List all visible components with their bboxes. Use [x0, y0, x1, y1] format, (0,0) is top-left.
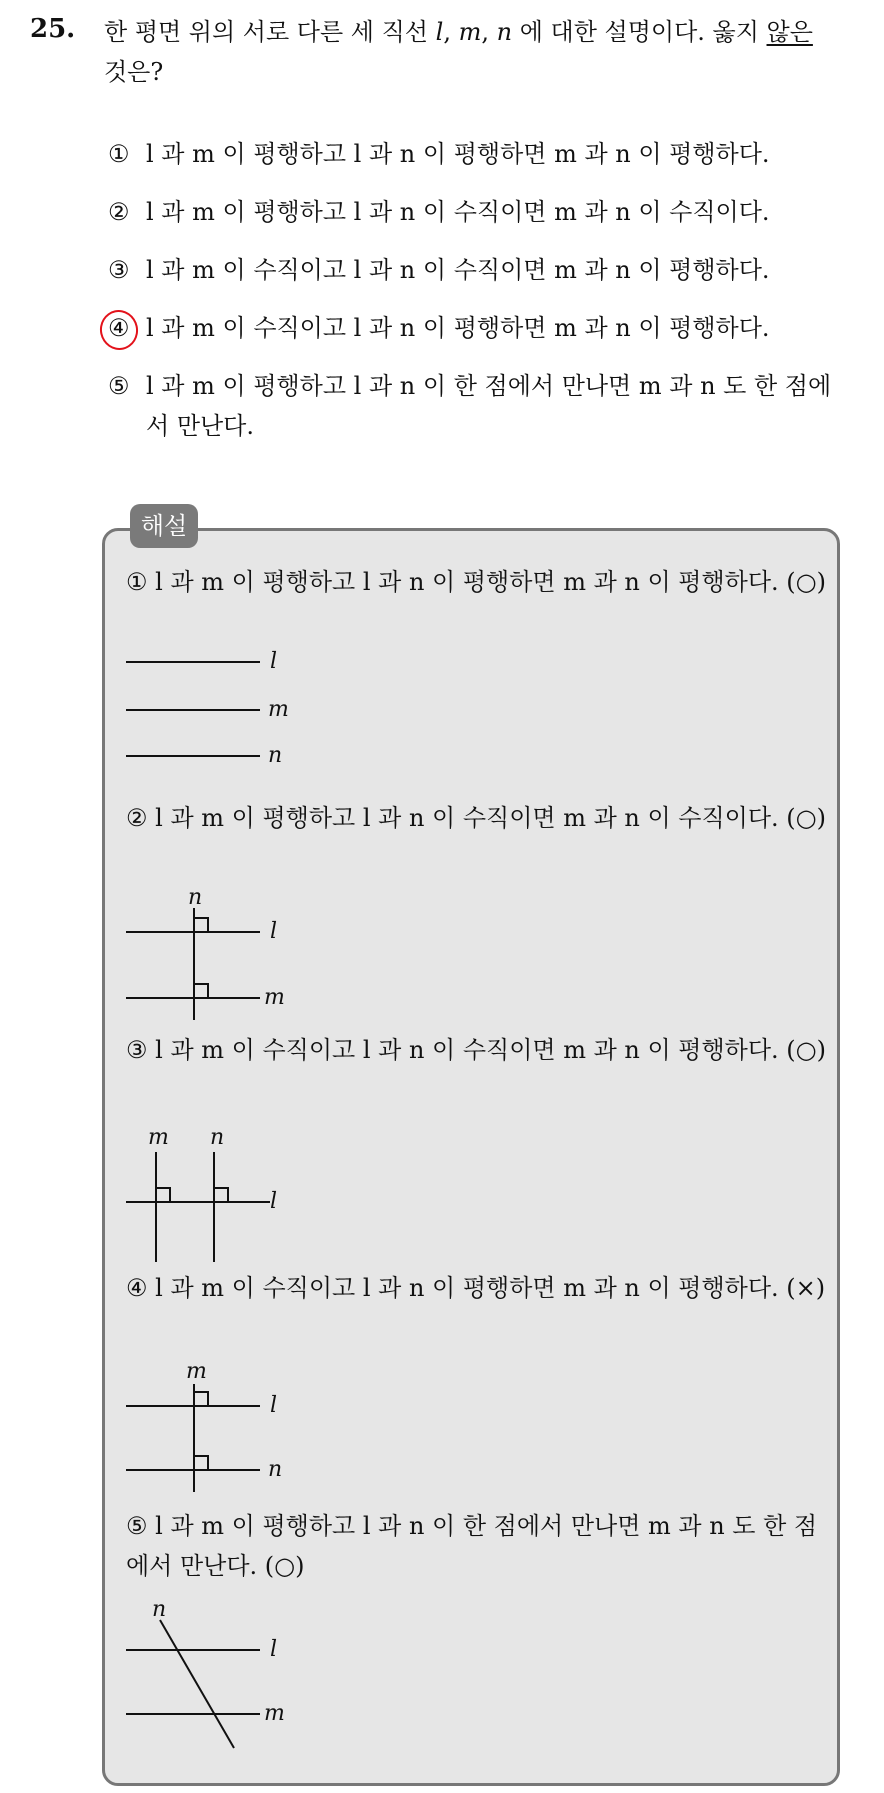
choice-mark: ① [108, 140, 130, 168]
solution-label: 해설 [130, 504, 198, 548]
figure-perpendicular-transversal [120, 885, 320, 1028]
label-n: n [188, 885, 203, 910]
label-n: n [210, 1125, 225, 1150]
right-angle-mark [194, 918, 208, 932]
choice-mark: ② [108, 198, 130, 226]
choice-text: l 과 m 이 수직이고 l 과 n 이 수직이면 m 과 n 이 평행하다. [146, 256, 770, 284]
label-l: l [270, 1393, 278, 1418]
underlined-word: 않은 [766, 18, 813, 46]
figure-parallel-three-lines [120, 648, 320, 768]
choice-1[interactable] [108, 134, 848, 174]
answer-choices [108, 134, 848, 464]
solution-item-3: ③ l 과 m 이 수직이고 l 과 n 이 수직이면 m 과 n 이 평행하다. (○) [126, 1036, 826, 1064]
label-n: n [268, 743, 283, 768]
label-n: n [152, 1597, 167, 1622]
choice-2[interactable] [108, 192, 848, 232]
choice-mark: ⑤ [108, 372, 130, 400]
label-l: l [270, 649, 278, 674]
choice-text: l 과 m 이 수직이고 l 과 n 이 평행하면 m 과 n 이 평행하다. [146, 314, 770, 342]
solution-item-2: ② l 과 m 이 평행하고 l 과 n 이 수직이면 m 과 n 이 수직이다. (○) [126, 804, 826, 832]
label-m: m [264, 985, 285, 1010]
label-n: n [268, 1457, 283, 1482]
figure-transversal-intersecting [120, 1597, 320, 1752]
label-m: m [148, 1125, 169, 1150]
right-angle-mark [194, 1456, 208, 1470]
question-text: 한 평면 위의 서로 다른 세 직선 l, m, n 에 대한 설명이다. 옳지 않은 것은? [104, 18, 813, 86]
right-angle-mark [194, 984, 208, 998]
label-l: l [270, 1189, 278, 1214]
figure-two-perpendiculars [120, 1126, 320, 1266]
label-m: m [268, 697, 289, 722]
right-angle-mark [194, 1392, 208, 1406]
label-m: m [186, 1359, 207, 1384]
label-m: m [264, 1701, 285, 1726]
choice-mark-circled: ④ [108, 308, 142, 348]
choice-4-selected[interactable] [108, 308, 848, 348]
label-l: l [270, 1637, 278, 1662]
solution-item-5: ⑤ l 과 m 이 평행하고 l 과 n 이 한 점에서 만나면 m 과 n 도 한 점에서 만난다. (○) [126, 1512, 818, 1580]
solution-item-1: ① l 과 m 이 평행하고 l 과 n 이 평행하면 m 과 n 이 평행하다. (○) [126, 568, 826, 596]
choice-mark: ③ [108, 256, 130, 284]
right-angle-mark [214, 1188, 228, 1202]
right-angle-mark [156, 1188, 170, 1202]
label-l: l [270, 919, 278, 944]
choice-5[interactable] [108, 366, 848, 446]
question-number: 25. [30, 14, 76, 44]
line-n [160, 1620, 234, 1748]
choice-text: l 과 m 이 평행하고 l 과 n 이 한 점에서 만나면 m 과 n 도 한 점에서 만난다. [146, 372, 832, 440]
choice-text: l 과 m 이 평행하고 l 과 n 이 평행하면 m 과 n 이 평행하다. [146, 140, 770, 168]
solution-item-4: ④ l 과 m 이 수직이고 l 과 n 이 평행하면 m 과 n 이 평행하다. (×) [126, 1274, 826, 1302]
choice-text: l 과 m 이 평행하고 l 과 n 이 수직이면 m 과 n 이 수직이다. [146, 198, 770, 226]
choice-3[interactable] [108, 250, 848, 290]
figure-perpendicular-to-parallels [120, 1359, 320, 1502]
